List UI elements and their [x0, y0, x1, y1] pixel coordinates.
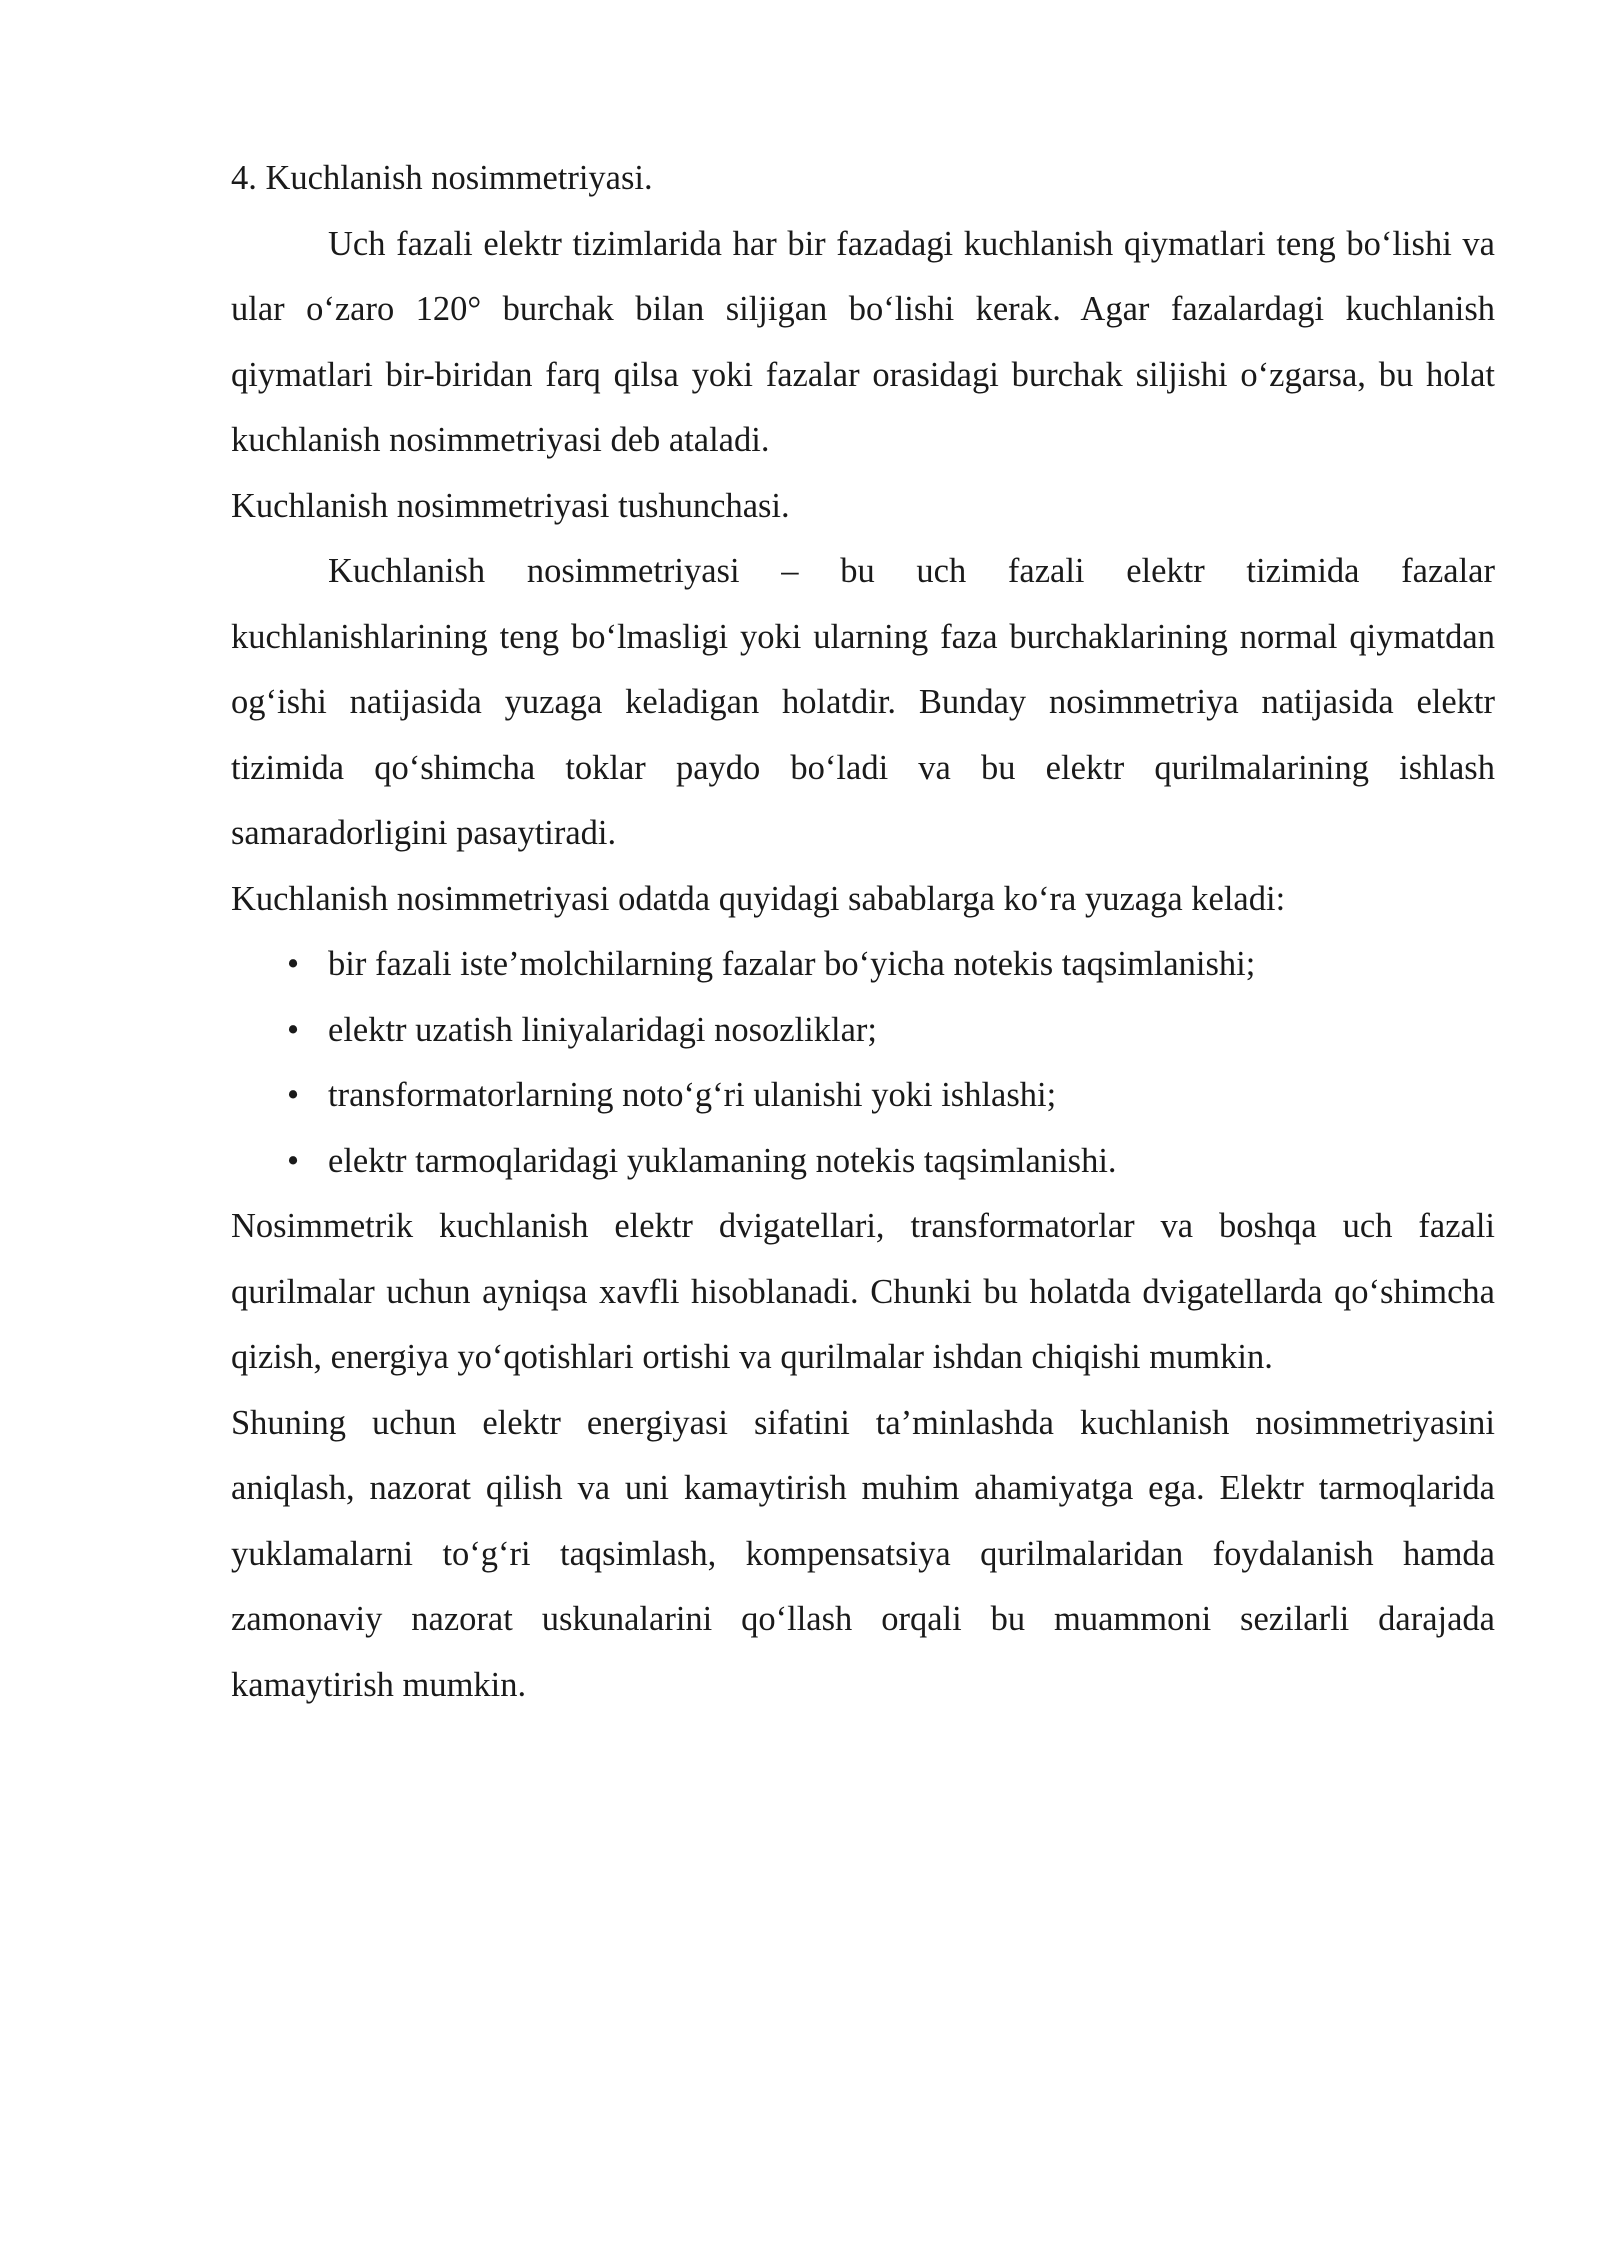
bullet-icon: •	[286, 1076, 300, 1114]
list-item	[231, 932, 1495, 998]
document-body	[231, 146, 1495, 1718]
causes-list	[231, 932, 1495, 1194]
list-item	[231, 1063, 1495, 1129]
paragraph-intro: Uch fazali elektr tizimlarida har bir fazadagi kuchlanish qiymatlari teng bo‘lishi va ular o‘zaro 120° burchak bilan siljigan bo‘lishi kerak. Agar fazalardagi kuchlanish qiymatlari bir-biridan farq qilsa yoki fazalar orasidagi burchak siljishi o‘zgarsa, bu holat kuchlanish nosimmetriyasi deb ataladi.	[231, 224, 1495, 459]
causes-intro: Kuchlanish nosimmetriyasi odatda quyidagi sabablarga ko‘ra yuzaga keladi:	[231, 879, 1286, 918]
list-item-text: transformatorlarning noto‘g‘ri ulanishi yoki ishlashi;	[328, 1076, 1057, 1114]
subheading-concept: Kuchlanish nosimmetriyasi tushunchasi.	[231, 486, 790, 525]
bullet-icon: •	[286, 1010, 300, 1049]
list-item-text: elektr uzatish liniyalaridagi nosozliklar;	[328, 1010, 877, 1049]
paragraph-definition: Kuchlanish nosimmetriyasi – bu uch fazali elektr tizimida fazalar kuchlanishlarining teng bo‘lmasligi yoki ularning faza burchaklarining normal qiymatdan og‘ishi natijasida yuzaga keladigan holatdir. Bunday nosimmetriya natijasida elektr tizimida qo‘shimcha toklar paydo bo‘ladi va bu elektr qurilmalarining ishlash samaradorligini pasaytiradi.	[231, 552, 1495, 852]
bullet-icon: •	[286, 1141, 300, 1180]
list-item	[231, 1129, 1495, 1195]
list-item-text: elektr tarmoqlaridagi yuklamaning notekis taqsimlanishi.	[328, 1141, 1117, 1180]
list-item	[231, 998, 1495, 1064]
bullet-icon: •	[286, 945, 300, 983]
section-heading: 4. Kuchlanish nosimmetriyasi.	[231, 159, 653, 197]
paragraph-conclusion: Shuning uchun elektr energiyasi sifatini ta’minlashda kuchlanish nosimmetriyasini aniqlash, nazorat qilish va uni kamaytirish muhim ahamiyatga ega. Elektr tarmoqlarida yuklamalarni to‘g‘ri taqsimlash, kompensatsiya qurilmalaridan foydalanish hamda zamonaviy nazorat uskunalarini qo‘llash orqali bu muammoni sezilarli darajada kamaytirish mumkin.	[231, 1403, 1495, 1704]
paragraph-danger: Nosimmetrik kuchlanish elektr dvigatellari, transformatorlar va boshqa uch fazali qurilmalar uchun ayniqsa xavfli hisoblanadi. Chunki bu holatda dvigatellarda qo‘shimcha qizish, energiya yo‘qotishlari ortishi va qurilmalar ishdan chiqishi mumkin.	[231, 1207, 1495, 1376]
list-item-text: bir fazali iste’molchilarning fazalar bo‘yicha notekis taqsimlanishi;	[328, 945, 1256, 983]
